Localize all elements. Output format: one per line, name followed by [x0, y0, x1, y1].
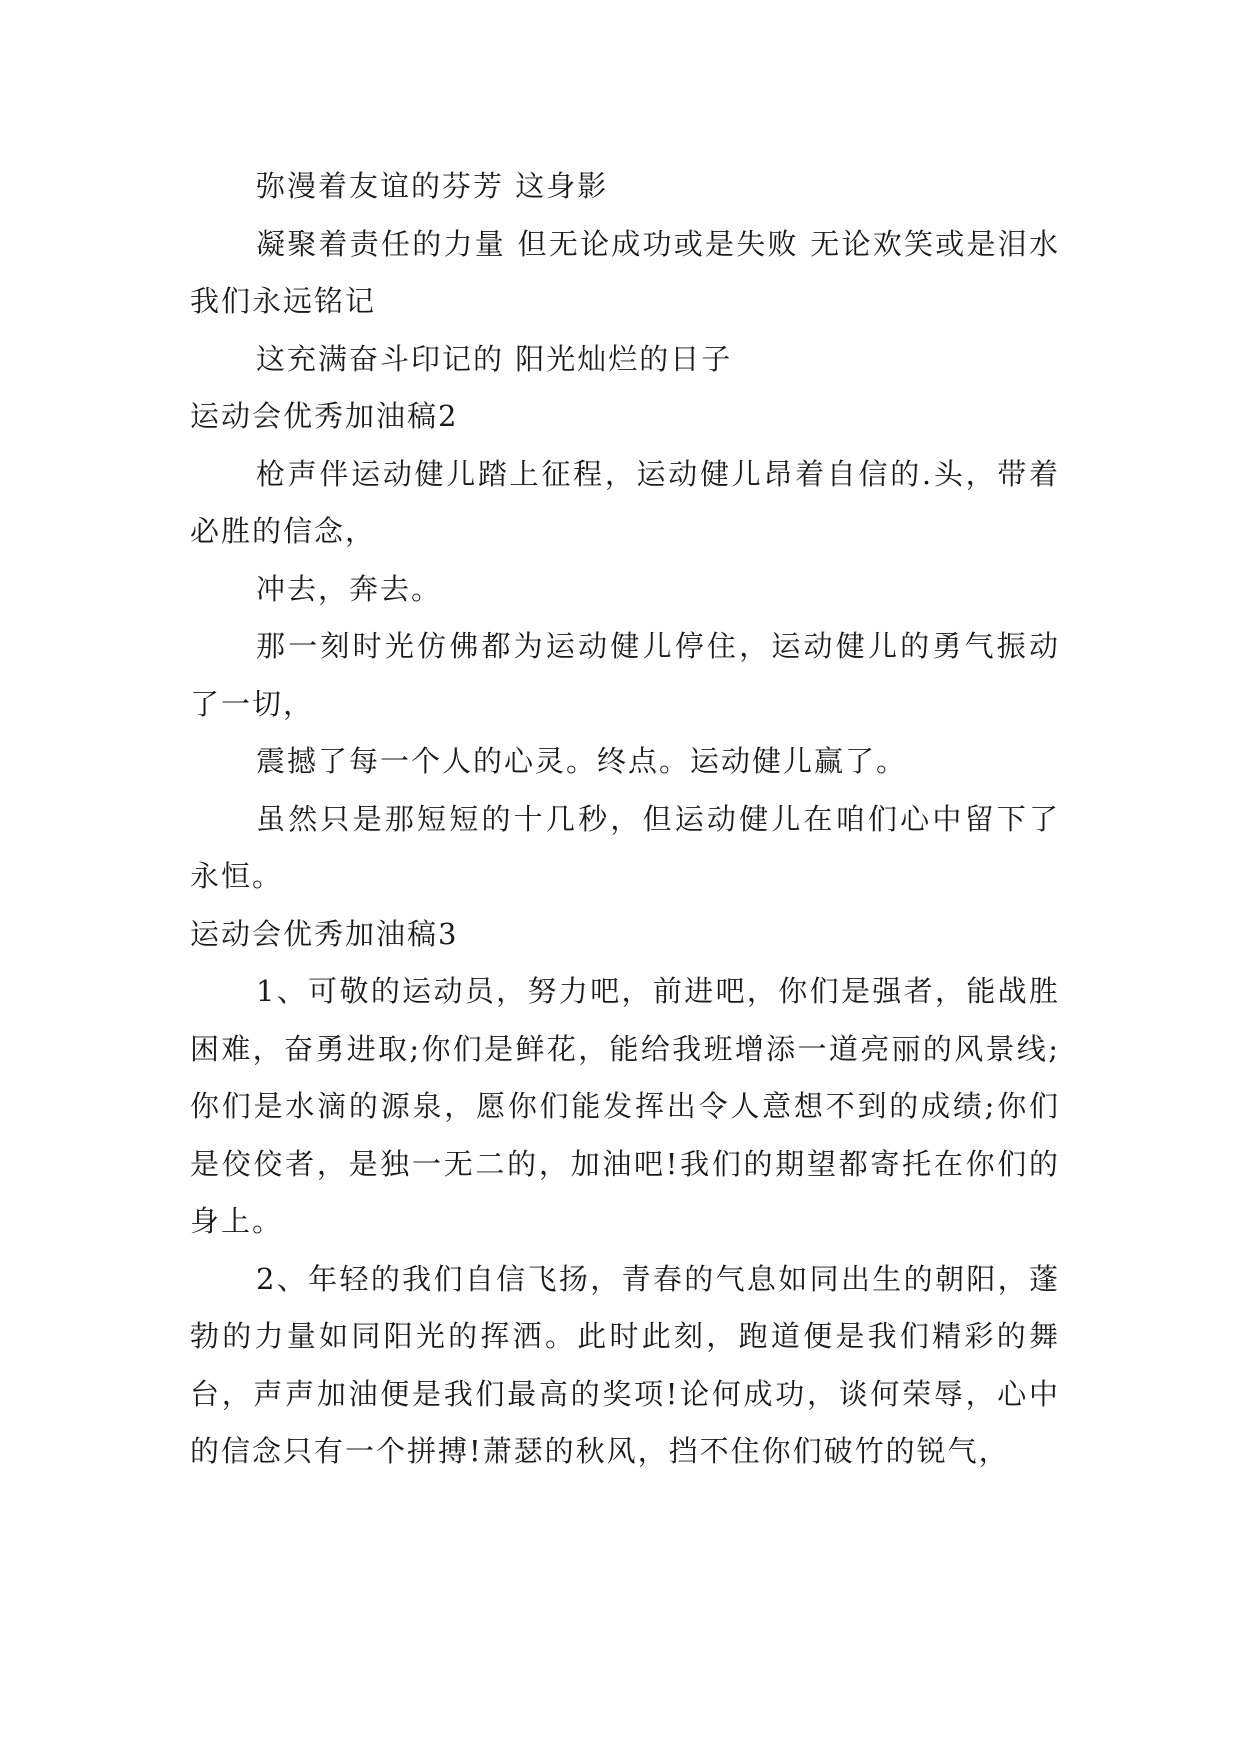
- section-heading: 运动会优秀加油稿3: [190, 916, 459, 951]
- paragraph: 凝聚着责任的力量 但无论成功或是失败 无论欢笑或是泪水 我们永远铭记: [190, 226, 1060, 318]
- paragraph: 1、可敬的运动员，努力吧，前进吧，你们是强者，能战胜困难，奋勇进取;你们是鲜花，能给我班增添一道亮丽的风景线;你们是水滴的源泉，愿你们能发挥出令人意想不到的成绩;你们是佼佼者，是独一无二的，加油吧!我们的期望都寄托在你们的身上。: [190, 974, 1060, 1238]
- paragraph: 枪声伴运动健儿踏上征程，运动健儿昂着自信的.头，带着必胜的信念，: [190, 456, 1060, 548]
- paragraph: 震撼了每一个人的心灵。终点。运动健儿赢了。: [256, 744, 908, 778]
- paragraph: 这充满奋斗印记的 阳光灿烂的日子: [256, 341, 733, 376]
- paragraph: 那一刻时光仿佛都为运动健儿停住，运动健儿的勇气振动了一切，: [190, 629, 1060, 721]
- document-page: [190, 158, 1060, 1481]
- paragraph: 冲去，奔去。: [256, 571, 443, 606]
- paragraph: 虽然只是那短短的十几秒，但运动健儿在咱们心中留下了永恒。: [190, 801, 1060, 893]
- paragraph: 2、年轻的我们自信飞扬，青春的气息如同出生的朝阳，蓬勃的力量如同阳光的挥洒。此时此刻，跑道便是我们精彩的舞台，声声加油便是我们最高的奖项!论何成功，谈何荣辱，心中的信念只有一个拼搏!萧瑟的秋风，挡不住你们破竹的锐气，: [190, 1261, 1060, 1468]
- paragraph: 弥漫着友谊的芬芳 这身影: [256, 169, 609, 203]
- section-heading: 运动会优秀加油稿2: [190, 399, 459, 433]
